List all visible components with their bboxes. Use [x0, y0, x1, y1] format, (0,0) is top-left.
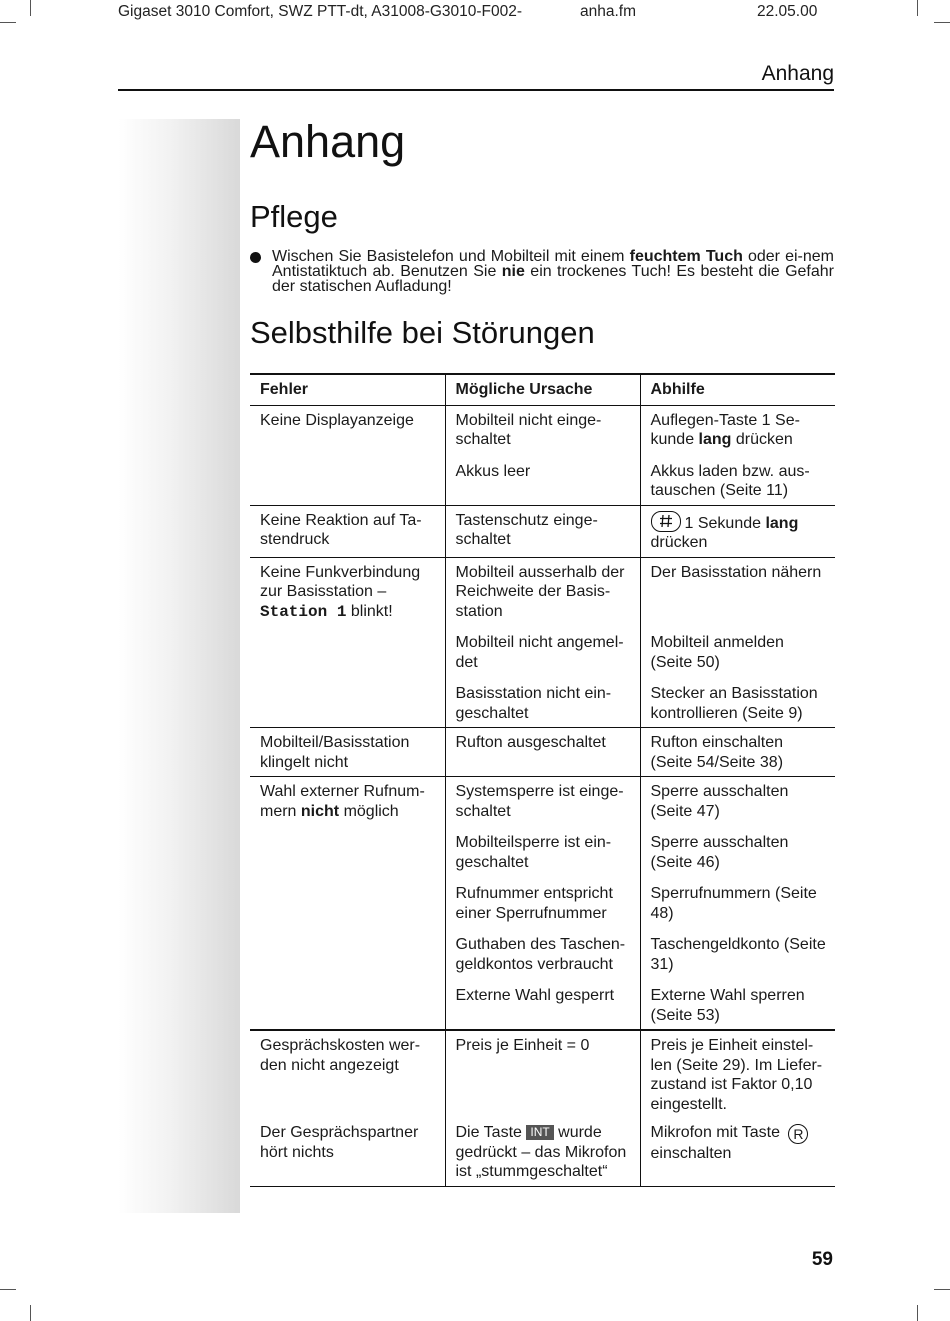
- column-header-cause: Mögliche Ursache: [445, 374, 640, 405]
- care-text: Wischen Sie Basistelefon und Mobilteil mit einem feuchtem Tuch oder ei-nem Antistatiktuch ab. Benutzen Sie nie ein trockenes Tuch! Es besteht die Gefahr der statischen Aufladung!: [272, 248, 835, 295]
- r-key-icon: R: [788, 1124, 808, 1144]
- error-cell: Wahl externer Rufnum-mern nicht möglich: [250, 777, 445, 1031]
- table-row: [250, 728, 835, 777]
- table-row: [250, 1118, 835, 1186]
- fix-cell: Preis je Einheit einstel-len (Seite 29). Im Liefer-zustand ist Faktor 0,10 eingestellt.: [640, 1030, 835, 1118]
- fix-cell: Auflegen-Taste 1 Se-kunde lang drücken Akkus laden bzw. aus-tauschen (Seite 11): [640, 405, 835, 505]
- page-number: 59: [811, 1249, 833, 1270]
- cause-cell: Tastenschutz einge-schaltet: [445, 505, 640, 557]
- table-row: [250, 405, 835, 505]
- error-cell: Keine Displayanzeige: [250, 405, 445, 505]
- fix-cell: 1 Sekunde lang drücken: [640, 505, 835, 557]
- error-cell: Mobilteil/Basisstation klingelt nicht: [250, 728, 445, 777]
- cause-cell: Preis je Einheit = 0: [445, 1030, 640, 1118]
- crop-mark: [917, 1305, 918, 1321]
- table-header-row: [250, 374, 835, 405]
- header-date: 22.05.00: [757, 3, 818, 20]
- fix-cell: Der Basisstation nähern Mobilteil anmelden (Seite 50) Stecker an Basisstation kontrollieren (Seite 9): [640, 557, 835, 728]
- running-head: Anhang: [761, 62, 834, 85]
- hash-key-icon: [651, 511, 681, 532]
- table-row: [250, 1030, 835, 1118]
- cause-cell: Mobilteil nicht einge-schaltet Akkus leer: [445, 405, 640, 505]
- header-filename: anha.fm: [580, 3, 637, 20]
- error-cell: Der Gesprächspartner hört nichts: [250, 1118, 445, 1186]
- column-header-error: Fehler: [250, 374, 445, 405]
- table-row: [250, 777, 835, 1031]
- crop-mark: [0, 1289, 16, 1290]
- fix-cell: Sperre ausschalten (Seite 47) Sperre ausschalten (Seite 46) Sperrufnummern (Seite 48) Taschengeldkonto (Seite 31) Externe Wahl sperren (Seite 53): [640, 777, 835, 1031]
- crop-mark: [30, 0, 31, 16]
- crop-mark: [934, 1289, 950, 1290]
- margin-sidebar: [118, 119, 240, 1213]
- int-key-icon: INT: [526, 1125, 553, 1140]
- error-cell: Keine Reaktion auf Ta-stendruck: [250, 505, 445, 557]
- table-row: [250, 505, 835, 557]
- fix-cell: Rufton einschalten (Seite 54/Seite 38): [640, 728, 835, 777]
- table-row: [250, 557, 835, 728]
- column-header-fix: Abhilfe: [640, 374, 835, 405]
- bullet-icon: [250, 252, 261, 263]
- error-cell: Gesprächskosten wer-den nicht angezeigt: [260, 1037, 421, 1074]
- cause-cell: Rufton ausgeschaltet: [445, 728, 640, 777]
- cause-cell: Mobilteil ausserhalb der Reichweite der Basis-station Mobilteil nicht angemel-det Basisstation nicht ein-geschaltet: [445, 557, 640, 728]
- section-heading-troubleshooting: Selbsthilfe bei Störungen: [250, 315, 595, 350]
- cause-cell: Die Taste INT wurde gedrückt – das Mikrofon ist „stummgeschaltet“: [445, 1118, 640, 1186]
- crop-mark: [0, 22, 16, 23]
- fix-cell: Mikrofon mit Taste R einschalten: [640, 1118, 835, 1186]
- cause-cell: Systemsperre ist einge-schaltet Mobilteilsperre ist ein-geschaltet Rufnummer entspricht einer Sperrufnummer Guthaben des Taschen-geldkontos verbraucht Externe Wahl gesperrt: [445, 777, 640, 1031]
- header-rule: [118, 89, 834, 91]
- error-cell: Keine Funkverbindung zur Basisstation – Station 1 blinkt!: [250, 557, 445, 728]
- crop-mark: [934, 22, 950, 23]
- crop-mark: [917, 0, 918, 16]
- section-heading-care: Pflege: [250, 199, 338, 234]
- crop-mark: [30, 1305, 31, 1321]
- page-title: Anhang: [250, 116, 406, 167]
- troubleshooting-table: [250, 373, 835, 1187]
- care-bullet: [250, 249, 834, 294]
- header-document-info: Gigaset 3010 Comfort, SWZ PTT-dt, A31008-G3010-F002-: [118, 3, 523, 20]
